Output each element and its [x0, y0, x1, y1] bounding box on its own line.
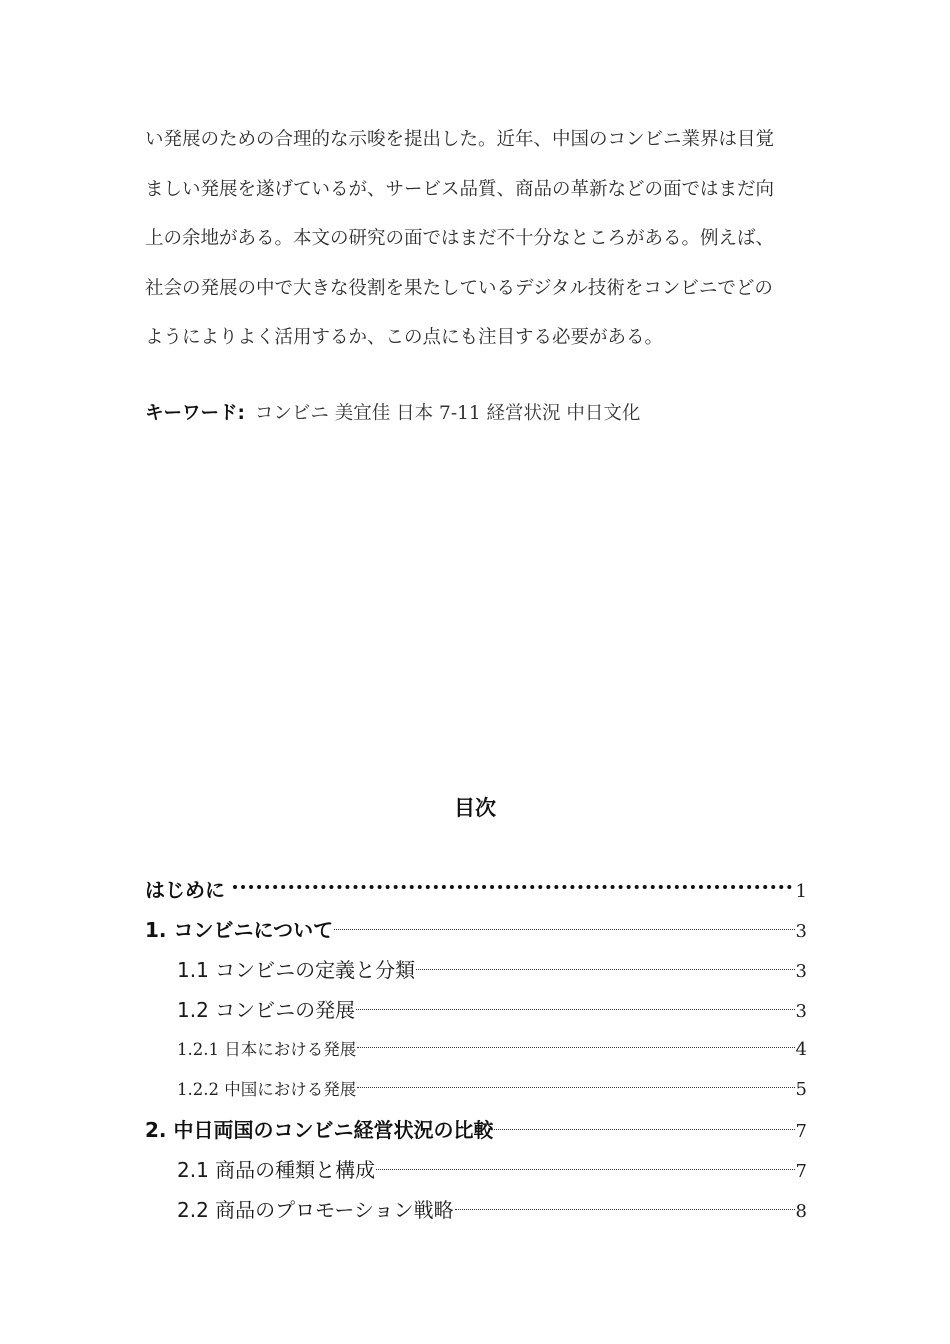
toc-entry-page: 3 — [795, 1001, 807, 1022]
toc-leader — [494, 1129, 794, 1130]
toc-entry-text: 2.1 商品の種類と構成 — [177, 1158, 376, 1182]
toc-entry[interactable] — [145, 1110, 807, 1150]
toc-leader — [376, 1169, 794, 1170]
toc-entry-text: 2. 中日両国のコンビニ経営状況の比較 — [145, 1118, 494, 1142]
toc-entry[interactable] — [145, 950, 807, 990]
toc-entry-page: 8 — [795, 1201, 807, 1222]
toc-entry[interactable] — [145, 1150, 807, 1190]
abstract-paragraph — [145, 122, 810, 370]
table-of-contents — [145, 870, 807, 1230]
toc-entry[interactable] — [145, 990, 807, 1030]
toc-entry-page: 3 — [795, 921, 807, 942]
abstract-line: 社会の発展の中で大きな役割を果たしているデジタル技術をコンビニでどの — [145, 277, 773, 299]
keywords-line — [145, 398, 640, 430]
toc-leader — [416, 969, 794, 970]
toc-entry-page: 4 — [795, 1039, 807, 1060]
toc-entry[interactable] — [145, 910, 807, 950]
toc-leader — [357, 1087, 794, 1088]
toc-leader — [233, 885, 792, 889]
toc-leader — [334, 929, 794, 930]
toc-title: 目次 — [454, 796, 496, 820]
toc-entry[interactable] — [145, 870, 807, 910]
keywords-value: コンビニ 美宜佳 日本 7-11 経営状況 中日文化 — [254, 403, 641, 424]
toc-leader — [357, 1047, 794, 1048]
toc-entry-text: 1. コンビニについて — [145, 918, 334, 942]
toc-entry-text: はじめに — [145, 878, 225, 902]
toc-entry-text: 1.1 コンビニの定義と分類 — [177, 958, 416, 982]
toc-entry-page: 3 — [795, 961, 807, 982]
toc-leader — [455, 1209, 795, 1210]
toc-entry-text: 2.2 商品のプロモーション戦略 — [177, 1198, 454, 1222]
toc-entry[interactable] — [145, 1070, 807, 1110]
toc-entry-text: 1.2.1 日本における発展 — [177, 1040, 357, 1059]
toc-entry-text: 1.2.2 中国における発展 — [177, 1080, 357, 1099]
abstract-line: 上の余地がある。本文の研究の面ではまだ不十分なところがある。例えば、 — [145, 228, 775, 249]
keywords-label: キーワード: — [145, 403, 245, 424]
toc-entry-page: 7 — [795, 1161, 807, 1182]
abstract-line: い発展のための合理的な示唆を提出した。近年、中国のコンビニ業界は目覚 — [145, 129, 775, 150]
toc-entry-page: 5 — [795, 1079, 807, 1100]
toc-entry-page: 1 — [795, 881, 807, 902]
abstract-line: ましい発展を遂げているが、サービス品質、商品の革新などの面ではまだ向 — [145, 178, 775, 200]
abstract-line: ようによりよく活用するか、この点にも注目する必要がある。 — [145, 327, 664, 348]
toc-leader — [356, 1009, 794, 1010]
toc-entry-text: 1.2 コンビニの発展 — [177, 998, 356, 1022]
toc-entry-page: 7 — [795, 1121, 807, 1142]
toc-entry[interactable] — [145, 1190, 807, 1230]
toc-entry[interactable] — [145, 1030, 807, 1070]
